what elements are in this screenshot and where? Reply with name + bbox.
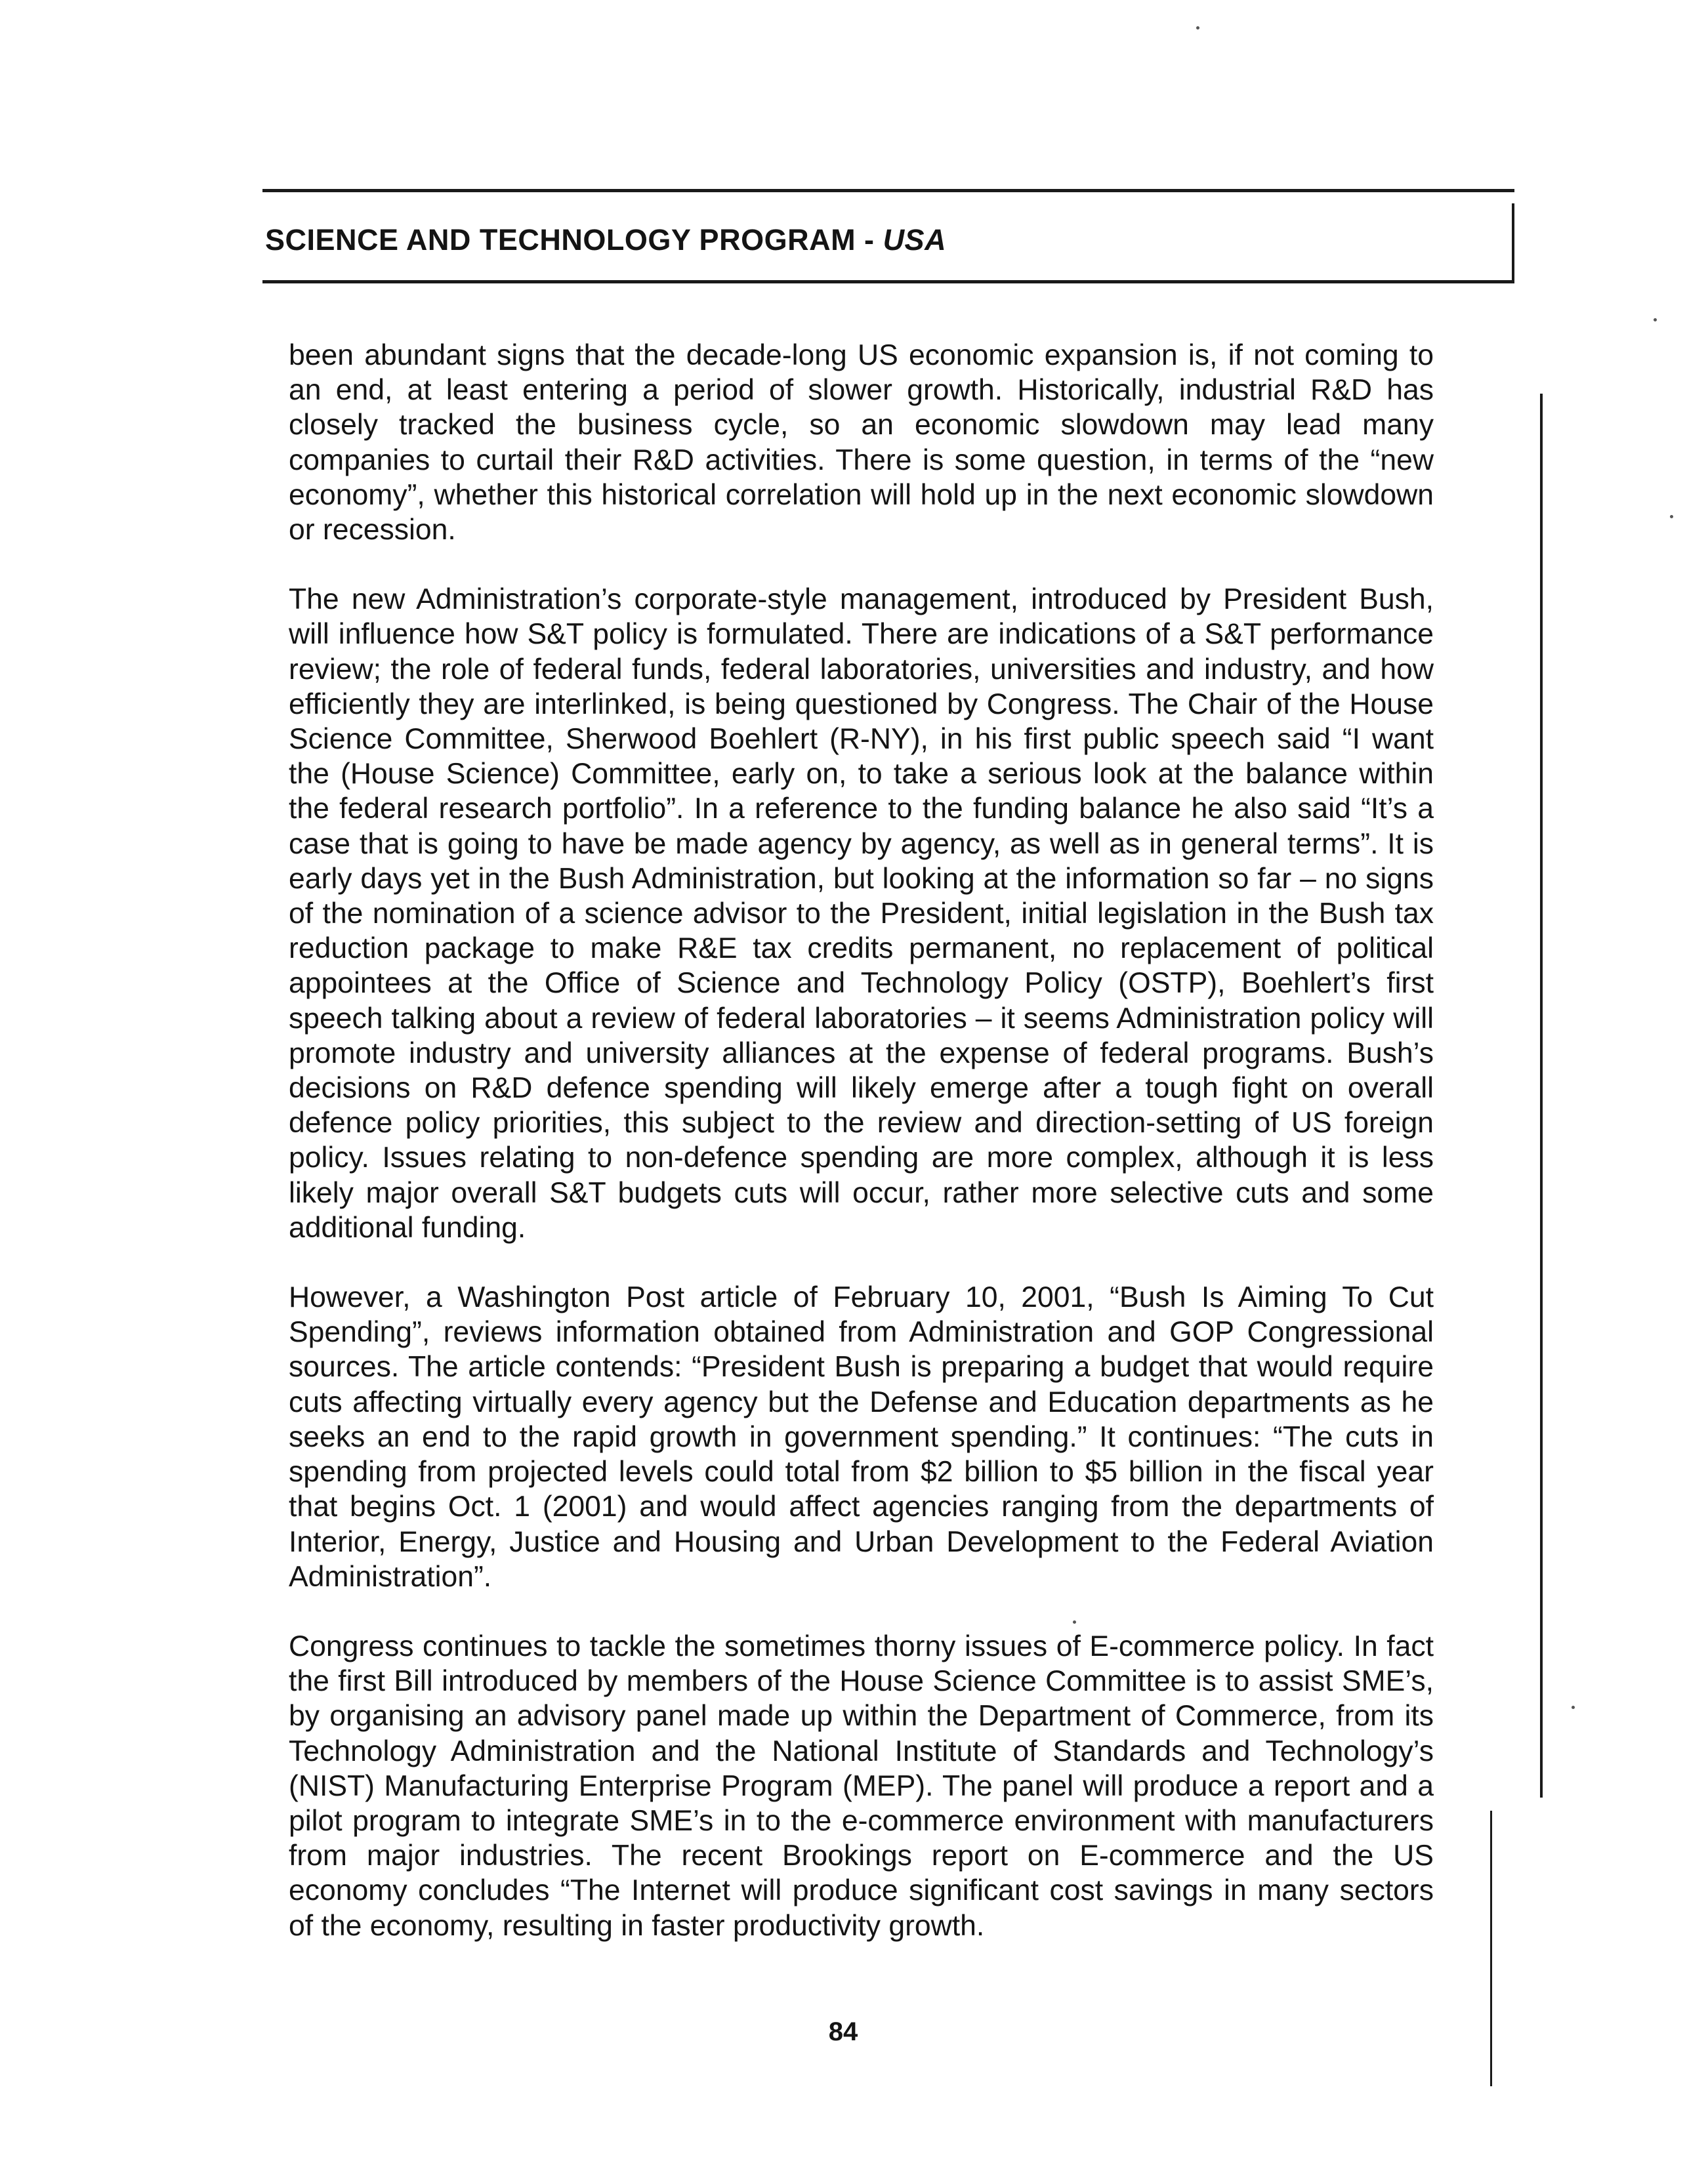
running-header-title: SCIENCE AND TECHNOLOGY PROGRAM - xyxy=(265,223,883,257)
page-number: 84 xyxy=(828,2017,858,2046)
header-right-rule xyxy=(1512,203,1514,283)
margin-line xyxy=(1490,1811,1492,2086)
running-header-country: USA xyxy=(883,223,947,257)
scan-speck xyxy=(1196,26,1199,30)
header-bottom-rule xyxy=(262,280,1514,283)
scan-speck xyxy=(1073,1620,1076,1624)
header-top-rule xyxy=(262,189,1514,192)
paragraph-economic-expansion: been abundant signs that the decade-long US economic expansion is, if not coming to an end, at least entering a period of slower growth. Historically, industrial R&D has closely tracked the business cycle, so an economic slowdown may lead many companies to curtail their R&D activities. There is some question, in terms of the “new economy”, whether this historical correlation will hold up in the next economic slowdown or recession. xyxy=(289,339,1434,546)
paragraph-washington-post: However, a Washington Post article of February 10, 2001, “Bush Is Aiming To Cut Spending”, reviews information obtained from Administration and GOP Congressional sources. The article contends: “President Bush is preparing a budget that would require cuts affecting virtually every agency but the Defense and Education departments as he seeks an end to the rapid growth in government spending.” It continues: “The cuts in spending from projected levels could total from $2 billion to $5 billion in the fiscal year that begins Oct. 1 (2001) and would affect agencies ranging from the departments of Interior, Energy, Justice and Housing and Urban Development to the Federal Aviation Administration”. xyxy=(289,1281,1434,1593)
margin-line xyxy=(1540,394,1543,1798)
paragraph-e-commerce: Congress continues to tackle the sometimes thorny issues of E-commerce policy. In fact the first Bill introduced by members of the House Science Committee is to assist SME’s, by organising an advisory panel made up within the Department of Commerce, from its Technology Administration and the National Institute of Standards and Technology’s (NIST) Manufacturing Enterprise Program (MEP). The panel will produce a report and a pilot program to integrate SME’s in to the e-commerce environment with manufacturers from major industries. The recent Brookings report on E-commerce and the US economy concludes “The Internet will produce significant cost savings in many sectors of the economy, resulting in faster productivity growth. xyxy=(289,1630,1434,1942)
scan-speck xyxy=(1572,1706,1575,1709)
body-text xyxy=(289,338,1434,1978)
running-header xyxy=(265,223,946,257)
scan-speck xyxy=(1654,318,1657,321)
scan-speck xyxy=(1670,515,1673,518)
paragraph-administration-management: The new Administration’s corporate-style management, introduced by President Bush, will influence how S&T policy is formulated. There are indications of a S&T performance review; the role of federal funds, federal laboratories, universities and industry, and how efficiently they are interlinked, is being questioned by Congress. The Chair of the House Science Committee, Sherwood Boehlert (R-NY), in his first public speech said “I want the (House Science) Committee, early on, to take a serious look at the balance within the federal research portfolio”. In a reference to the funding balance he also said “It’s a case that is going to have be made agency by agency, as well as in general terms”. It is early days yet in the Bush Administration, but looking at the information so far – no signs of the nomination of a science advisor to the President, initial legislation in the Bush tax reduction package to make R&E tax credits permanent, no replacement of political appointees at the Office of Science and Technology Policy (OSTP), Boehlert’s first speech talking about a review of federal laboratories – it seems Administration policy will promote industry and university alliances at the expense of federal programs. Bush’s decisions on R&D defence spending will likely emerge after a tough fight on overall defence policy priorities, this subject to the review and direction-setting of US foreign policy. Issues relating to non-defence spending are more complex, although it is less likely major overall S&T budgets cuts will occur, rather more selective cuts and some additional funding. xyxy=(289,583,1434,1244)
